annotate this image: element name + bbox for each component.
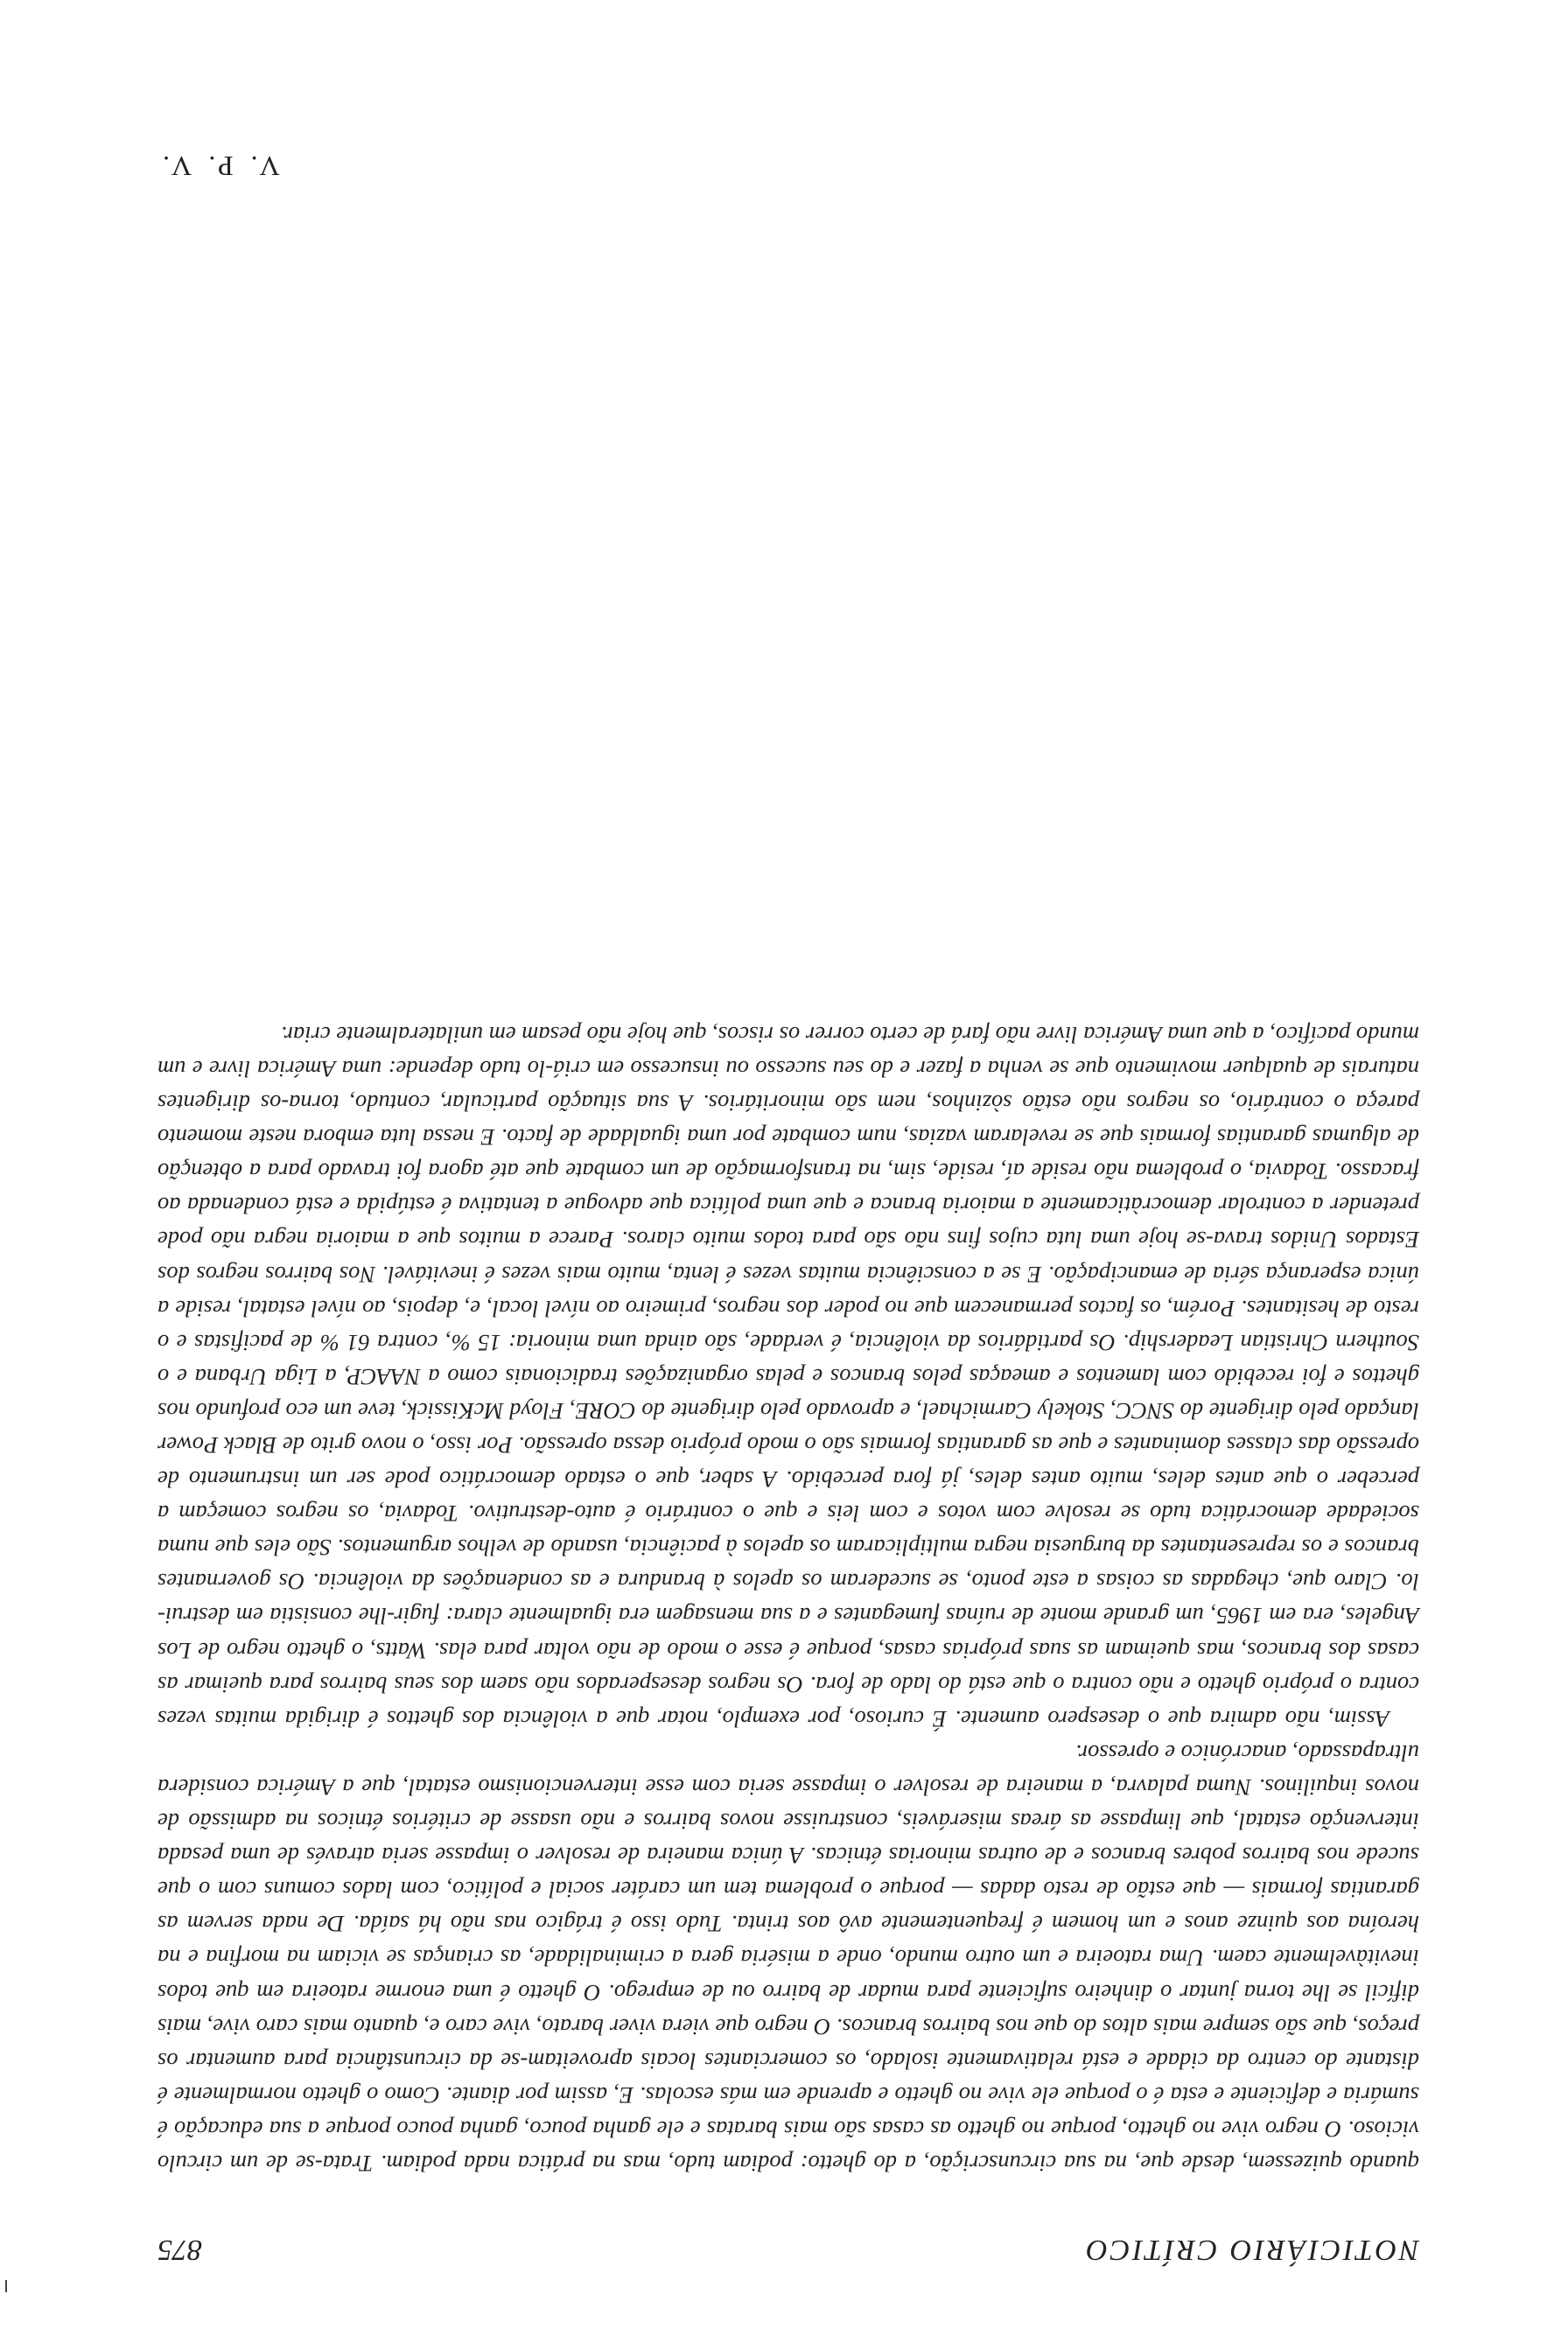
paragraph-2: Assim, não admira que o desespero aumente. É curioso, por exemplo, notar que a violência dos ghettos é dirigida muitas vezes contra o próprio ghetto e não contra o que está do lado de fora. Os negros desesperados não saem dos seus bairros para queimar as casas dos brancos, mas queimam as suas próprias casas, porque é esse o modo de não voltar para elas. Watts, o ghetto negro de Los Angeles, era em 1965, um grande monte de ruínas fumegantes e a sua mensagem era igualmente clara: fugir-lhe consistia em destrui-lo. Claro que, chegadas as coisas a este ponto, se sucederam os apelos à brandura e as condenações da violência. Os governantes brancos e os representantes da burguesia negra multiplicaram os apelos à paciência, usando de velhos argumentos. São eles que numa sociedade democrática tudo se resolve com votos e com leis e que o contrário é auto-destrutivo. Todavia, os negros começam a perceber o que antes deles, muito antes deles, já fora percebido. A saber, que o estado democrático pode ser um instrumento de opressão das classes dominantes e que as garantias formais são o modo próprio dessa opressão. Por isso, o novo grito de Black Power lançado pelo dirigente do SNCC, Stokely Carmichael, e aprovado pelo dirigente do CORE, Floyd McKissick, teve um eco profundo nos ghettos e foi recebido com lamentos e ameaças pelos brancos e pelas organizações tradicionais como a NAACP, a Liga Urbana e o Southern Christian Leadership. Os partidários da violência, é verdade, são ainda uma minoria: 15 %, contra 61 % de pacifistas e o resto de hesitantes. Porém, os factos permanecem que no poder dos negros, primeiro ao nível local, e, depois, ao nível estatal, reside a única esperança séria de emancipação. E se a consciência muitas vezes é lenta, muito mais vezes é inevitável. Nos bairros negros dos Estados Unidos trava-se hoje uma luta cujos fins não são para todos muito claros. Parece a muitos que a maioria negra não pode pretender a controlar democràticamente a maioria branca e que uma política que advogue a tentativa é estúpida e está condenada ao fracasso. Todavia, o problema não reside aí, reside, sim, na transformação de um combate que até agora foi travado para a obtenção de algumas garantias formais que se revelaram vazias, num combate por uma igualdade de facto. E nessa luta embora neste momento pareça o contrário, os negros não estão sòzinhos, nem são minoritários. A sua situação particular, contudo, torna-os dirigentes naturais de qualquer movimento que se venha a fazer e do seu sucesso ou insucesso em criá-lo tudo depende: uma América livre e um mundo pacífico, a que uma América livre não fará de certo correr os riscos, que hoje não pesam em unilateralmente criar. [158, 1021, 1419, 1732]
author-signature: V. P. V. [158, 150, 280, 182]
page-number: 875 [158, 2234, 202, 2266]
paragraph-1: quando quizessem, desde que, na sua circunscrição, a do ghetto: podiam tudo, mas na prática nada podiam. Trata-se de um circulo vicioso. O negro vive no ghetto, porque no ghetto as casas são mais baratas e ele ganha pouco, ganha pouco porque a sua educação é sumária e deficiente e esta é o porque ele vive no ghetto e aprende em más escolas. E, assim por diante. Como o ghetto normalmente é distante do centro da cidade e está relativamente isolado, os comerciantes locais aproveitam-se da circunstância para aumentar os preços, que são sempre mais altos do que nos bairros brancos. O negro que viera viver barato, vive caro e, quanto mais caro vive, mais difícil se lhe torna juntar o dinheiro suficiente para mudar de bairro ou de emprego. O ghetto é uma enorme ratoeira em que todos inevitàvelmente caem. Uma ratoeira e um outro mundo, onde a miséria gera a criminalidade, as crianças se viciam na morfina e na heroína aos quinze anos e um homem é frequentemente avô aos trinta. Tudo isso é trágico nas não há saída. De nada servem as garantias formais — que estão de resto dadas — porque o problema tem um caráter social e político, com lados comuns com o que sucede nos bairros pobres brancos e de outras minorias étnicas. A única maneira de resolver o impasse seria através de uma pesada intervenção estatal, que limpasse as áreas miseráveis, construisse novos bairros e não usasse de critérios étnicos na admissão de novos inquilinos. Numa palavra, a maneira de resolver o impasse seria com esse intervencionismo estatal, que a América considera ultrapassado, anacrónico e opressor. [158, 1739, 1419, 2177]
page-header [158, 2224, 1419, 2266]
scan-mark [5, 2280, 7, 2292]
section-title: NOTICIÁRIO CRÍTICO [1083, 2234, 1419, 2266]
article-body [158, 1018, 1419, 2180]
